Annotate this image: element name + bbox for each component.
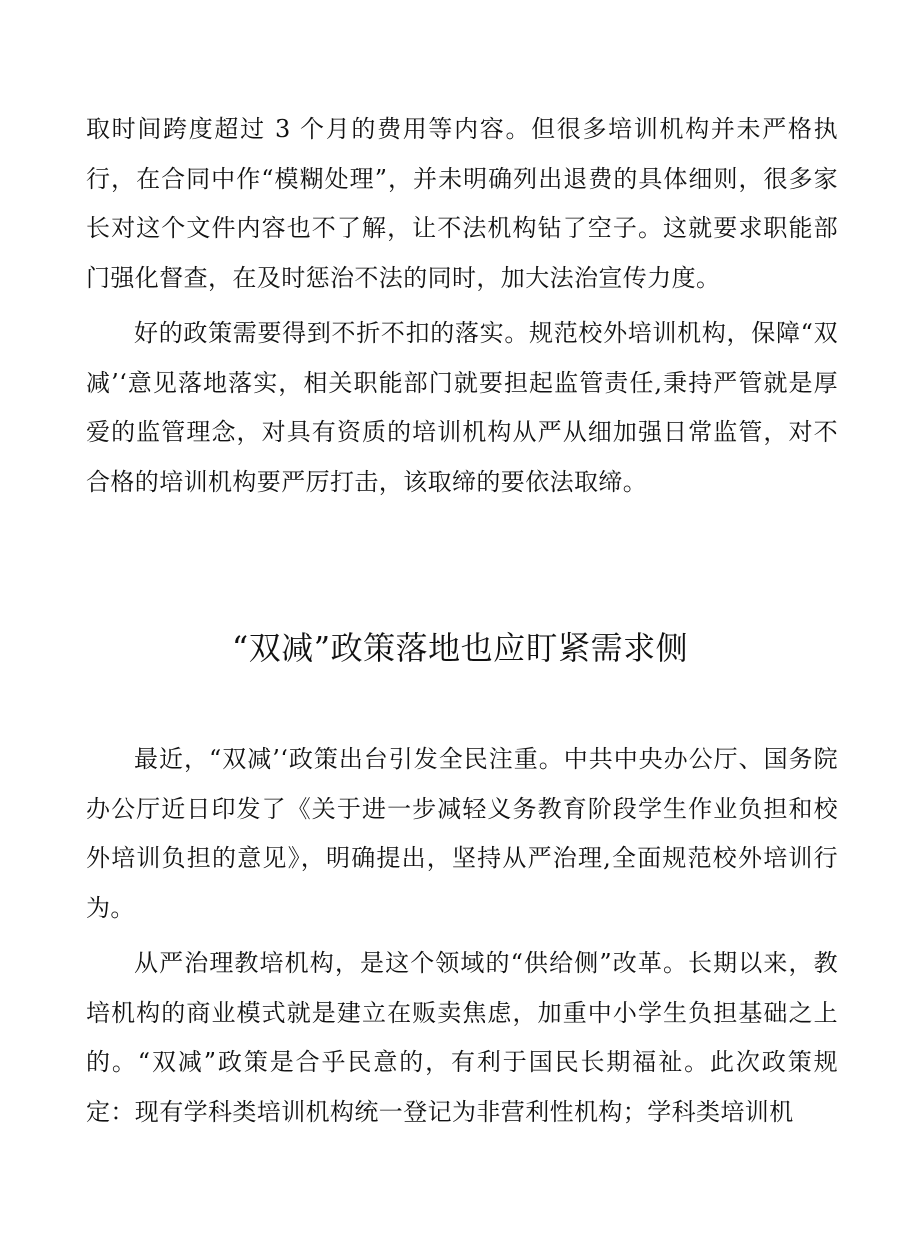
paragraph-3: 最近，“双减’‘政策出台引发全民注重。中共中央办公厅、国务院办公厅近日印发了《关于进一步减轻义务教育阶段学生作业负担和校外培训负担的意见》，明确提出，坚持从严治理,全面规范校外培训行为。 <box>86 745 838 922</box>
section-heading: “双减”政策落地也应盯紧需求侧 <box>231 629 689 667</box>
paragraph-2: 好的政策需要得到不折不扣的落实。规范校外培训机构，保障“双减’‘意见落地落实，相关职能部门就要担起监管责任,秉持严管就是厚爱的监管理念，对具有资质的培训机构从严从细加强日常监管，对不合格的培训机构要严厉打击，该取缔的要依法取缔。 <box>86 319 838 496</box>
paragraph-4: 从严治理教培机构，是这个领域的“供给侧”改革。长期以来，教培机构的商业模式就是建立在贩卖焦虑，加重中小学生负担基础之上的。“双减”政策是合乎民意的，有利于国民长期福祉。此次政策规定：现有学科类培训机构统一登记为非营利性机构；学科类培训机 <box>86 949 838 1126</box>
paragraph-1: 取时间跨度超过 3 个月的费用等内容。但很多培训机构并未严格执行，在合同中作“模糊处理”，并未明确列出退费的具体细则，很多家长对这个文件内容也不了解，让不法机构钻了空子。这就要求职能部门强化督查，在及时惩治不法的同时，加大法治宣传力度。 <box>86 115 838 292</box>
